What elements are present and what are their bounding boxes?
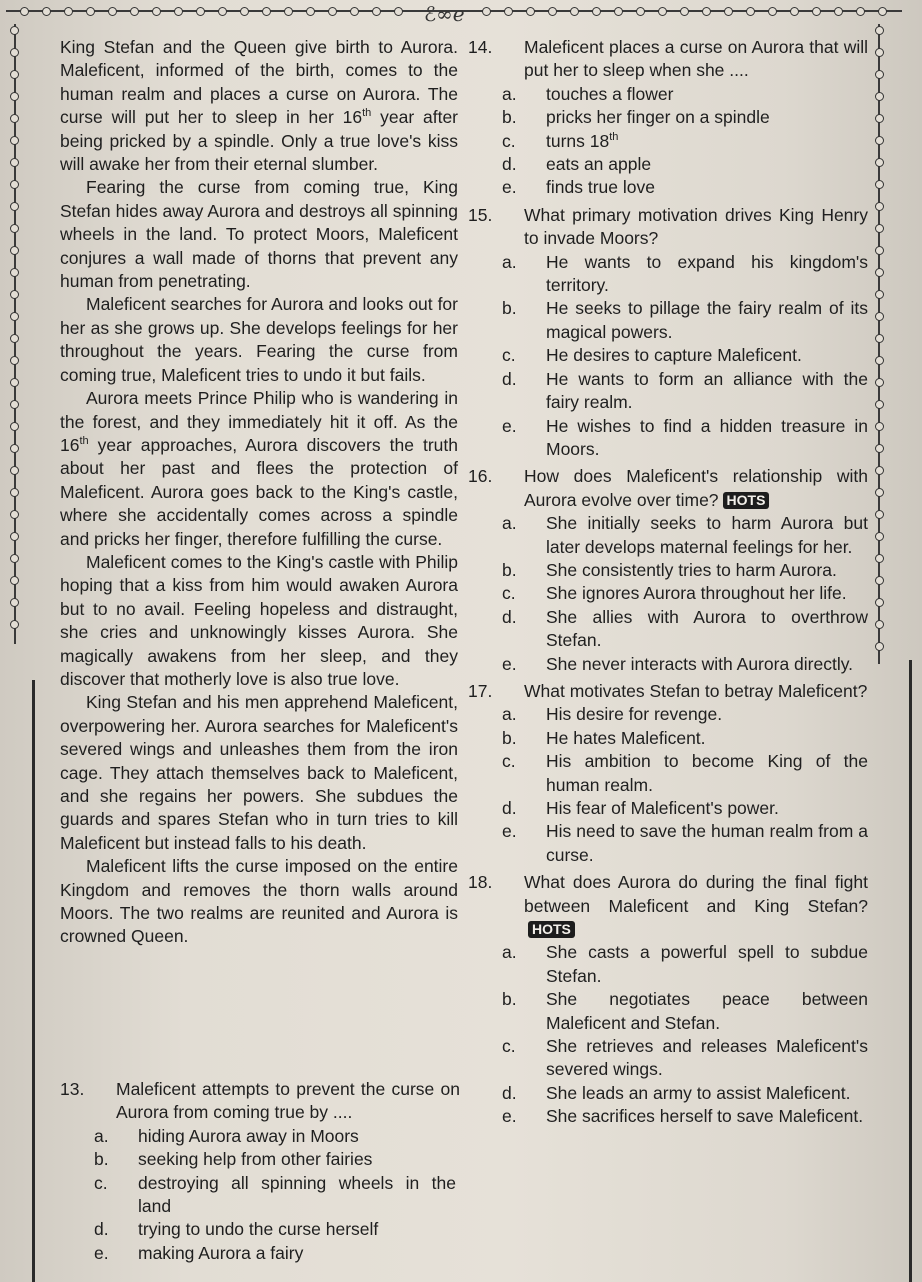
answer-option-b[interactable]: b. seeking help from other fairies xyxy=(94,1149,373,1170)
story-paragraph: Maleficent lifts the curse imposed on the entire Kingdom and removes the thorn walls around Moors. The two realms are reunited and Aurora is crowned Queen. xyxy=(60,856,458,947)
border-dot xyxy=(875,92,884,101)
border-dot xyxy=(790,7,799,16)
answer-option-d[interactable]: d. His fear of Maleficent's power. xyxy=(502,798,779,818)
border-dot xyxy=(10,444,19,453)
border-dot xyxy=(875,26,884,35)
border-dot xyxy=(218,7,227,16)
border-dot xyxy=(10,246,19,255)
answer-option-e[interactable]: e. His need to save the human realm from a curse. xyxy=(502,821,868,865)
answer-option-d[interactable]: d. She allies with Aurora to overthrow Stefan. xyxy=(502,606,868,651)
border-dot xyxy=(875,554,884,563)
border-dot xyxy=(724,7,733,16)
question-14 xyxy=(468,36,868,200)
border-dot xyxy=(875,642,884,651)
border-dot xyxy=(10,466,19,475)
answer-option-c[interactable]: c. She retrieves and releases Maleficent's severed wings. xyxy=(502,1036,868,1080)
border-dot xyxy=(10,114,19,123)
border-dot xyxy=(306,7,315,16)
border-dot xyxy=(10,400,19,409)
border-dot xyxy=(875,136,884,145)
answer-option-b[interactable]: b. She negotiates peace between Maleficent and Stefan. xyxy=(502,989,868,1033)
border-dot xyxy=(174,7,183,16)
border-dot xyxy=(875,312,884,321)
border-dot xyxy=(768,7,777,16)
answer-option-e[interactable]: e. He wishes to find a hidden treasure in Moors. xyxy=(502,415,868,459)
border-dot xyxy=(875,268,884,277)
question-number: 16. xyxy=(468,466,493,487)
border-dot xyxy=(875,620,884,629)
border-dot xyxy=(834,7,843,16)
question-stem: What motivates Stefan to betray Maleficent? xyxy=(524,680,868,701)
border-dot xyxy=(746,7,755,16)
answer-option-e[interactable]: e. making Aurora a fairy xyxy=(94,1242,304,1263)
border-dot xyxy=(10,202,19,211)
border-dot xyxy=(10,422,19,431)
border-dot xyxy=(10,356,19,365)
answer-option-d[interactable]: d. She leads an army to assist Maleficent. xyxy=(502,1082,851,1103)
question-17 xyxy=(468,680,868,867)
hots-badge: HOTS xyxy=(723,492,770,509)
border-dot xyxy=(10,268,19,277)
answer-option-c[interactable]: c. She ignores Aurora throughout her life. xyxy=(502,583,847,604)
question-stem: Maleficent attempts to prevent the curse on Aurora from coming true by .... xyxy=(116,1079,460,1123)
border-dot xyxy=(875,444,884,453)
border-dot xyxy=(10,576,19,585)
border-dot xyxy=(636,7,645,16)
question-15 xyxy=(468,204,868,461)
border-dot xyxy=(86,7,95,16)
border-dot xyxy=(10,158,19,167)
border-dot xyxy=(10,180,19,189)
border-dot xyxy=(10,136,19,145)
border-dot xyxy=(10,598,19,607)
question-number: 15. xyxy=(468,204,493,225)
question-stem: Maleficent places a curse on Aurora that will put her to sleep when she .... xyxy=(524,37,868,81)
decorative-right-rule xyxy=(909,660,912,1282)
border-dot xyxy=(10,488,19,497)
border-dot xyxy=(482,7,491,16)
question-number: 17. xyxy=(468,680,493,701)
answer-option-a[interactable]: a. hiding Aurora away in Moors xyxy=(94,1125,359,1146)
answer-option-a[interactable]: a. touches a flower xyxy=(502,83,674,104)
border-dot xyxy=(875,422,884,431)
question-stem: How does Maleficent's relationship with Aurora evolve over time? HOTS xyxy=(524,466,868,510)
answer-option-c[interactable]: c. turns 18th xyxy=(502,130,619,151)
answer-option-b[interactable]: b. pricks her finger on a spindle xyxy=(502,107,770,128)
decorative-left-rule xyxy=(32,680,35,1282)
answer-option-c[interactable]: c. destroying all spinning wheels in the land xyxy=(94,1172,456,1217)
border-dot xyxy=(350,7,359,16)
border-dot xyxy=(10,334,19,343)
border-dot xyxy=(875,246,884,255)
border-dot xyxy=(504,7,513,16)
border-dot xyxy=(875,510,884,519)
border-dot xyxy=(875,70,884,79)
border-dot xyxy=(108,7,117,16)
answer-option-a[interactable]: a. He wants to expand his kingdom's territory. xyxy=(502,251,868,296)
border-dot xyxy=(875,334,884,343)
border-dot xyxy=(875,598,884,607)
border-dot xyxy=(875,532,884,541)
border-dot xyxy=(10,92,19,101)
story-text xyxy=(60,36,458,949)
border-dot xyxy=(875,290,884,299)
border-dot xyxy=(875,488,884,497)
border-dot xyxy=(130,7,139,16)
border-dot xyxy=(240,7,249,16)
border-dot xyxy=(10,26,19,35)
question-stem: What does Aurora do during the final fight between Maleficent and King Stefan? HOTS xyxy=(524,872,868,938)
answer-option-e[interactable]: e. She sacrifices herself to save Maleficent. xyxy=(502,1106,864,1127)
border-dot xyxy=(10,532,19,541)
border-dot xyxy=(875,48,884,57)
border-dot xyxy=(10,510,19,519)
border-dot xyxy=(875,114,884,123)
answer-option-b[interactable]: b. He seeks to pillage the fairy realm of its magical powers. xyxy=(502,298,868,342)
border-dot xyxy=(570,7,579,16)
border-dot xyxy=(812,7,821,16)
border-dot xyxy=(875,576,884,585)
border-dot xyxy=(42,7,51,16)
story-paragraph: Fearing the curse from coming true, King Stefan hides away Aurora and destroys all spinning wheels in the land. To protect Moors, Maleficent conjures a wall made of thorns that prevent any human from penetrating. xyxy=(60,177,458,292)
answer-option-e[interactable]: e. finds true love xyxy=(502,177,655,198)
question-18 xyxy=(468,871,868,1128)
border-dot xyxy=(658,7,667,16)
question-16 xyxy=(468,465,868,676)
border-dot xyxy=(10,70,19,79)
border-dot xyxy=(680,7,689,16)
answer-option-a[interactable]: a. She casts a powerful spell to subdue Stefan. xyxy=(502,942,868,986)
border-dot xyxy=(10,620,19,629)
border-dot xyxy=(64,7,73,16)
answer-option-d[interactable]: d. eats an apple xyxy=(502,154,652,175)
story-paragraph: Maleficent searches for Aurora and looks out for her as she grows up. She develops feelings for her throughout the years. Fearing the curse from coming true, Maleficent tries to undo it but fails. xyxy=(60,294,458,385)
answer-option-a[interactable]: a. She initially seeks to harm Aurora but later develops maternal feelings for her. xyxy=(502,513,868,557)
border-dot xyxy=(875,378,884,387)
border-dot xyxy=(878,7,887,16)
border-dot xyxy=(20,7,29,16)
answer-option-d[interactable]: d. He wants to form an alliance with the fairy realm. xyxy=(502,368,868,413)
question-stem: What primary motivation drives King Henry to invade Moors? xyxy=(524,204,868,249)
story-paragraph: King Stefan and the Queen give birth to Aurora. Maleficent, informed of the birth, comes to the human realm and places a curse on Aurora. The curse will put her to sleep in her 16th year after being pricked by a spindle. Only a true love's kiss will awake her from their eternal slumber. xyxy=(60,37,458,175)
border-dot xyxy=(614,7,623,16)
border-dot xyxy=(372,7,381,16)
border-dot xyxy=(10,312,19,321)
question-number: 14. xyxy=(468,37,493,57)
border-dot xyxy=(10,48,19,57)
story-paragraph: King Stefan and his men apprehend Maleficent, overpowering her. Aurora searches for Maleficent's severed wings and unleashes them from the iron cage. They attach themselves back to Maleficent, and she regains her powers. She subdues the guards and spares Stefan who in turn tries to kill Maleficent but instead falls to his death. xyxy=(60,692,458,853)
border-dot xyxy=(702,7,711,16)
border-dot xyxy=(10,290,19,299)
border-dot xyxy=(10,224,19,233)
answer-option-e[interactable]: e. She never interacts with Aurora directly. xyxy=(502,653,854,674)
border-dot xyxy=(875,400,884,409)
border-dot xyxy=(10,378,19,387)
border-dot xyxy=(394,7,403,16)
answer-option-c[interactable]: c. His ambition to become King of the human realm. xyxy=(502,751,868,795)
border-dot xyxy=(875,224,884,233)
questions-right-column xyxy=(468,36,868,1129)
border-dot xyxy=(875,158,884,167)
border-dot xyxy=(875,466,884,475)
answer-option-d[interactable]: d. trying to undo the curse herself xyxy=(94,1219,379,1240)
border-dot xyxy=(262,7,271,16)
answer-option-b[interactable]: b. She consistently tries to harm Aurora. xyxy=(502,559,837,580)
border-dot xyxy=(152,7,161,16)
question-number: 13. xyxy=(60,1079,85,1099)
answer-option-b[interactable]: b. He hates Maleficent. xyxy=(502,727,706,748)
border-dot xyxy=(856,7,865,16)
border-dot xyxy=(196,7,205,16)
story-paragraph: Aurora meets Prince Philip who is wandering in the forest, and they immediately hit it off. As the 16th year approaches, Aurora discovers the truth about her past and flees the protection of Maleficent. Aurora goes back to the King's castle, where she accidentally comes across a spindle and pricks her finger, therefore fulfilling the curse. xyxy=(60,388,458,549)
decorative-swirl-icon: ℰ∞ℯ xyxy=(424,2,465,26)
border-dot xyxy=(875,202,884,211)
hots-badge: HOTS xyxy=(528,921,575,938)
story-paragraph: Maleficent comes to the King's castle with Philip hoping that a kiss from him would awaken Aurora but to no avail. Feeling hopeless and distraught, she cries and unknowingly kisses Aurora. She magically awakens from her sleep, and they discover that motherly love is also true love. xyxy=(60,551,458,689)
border-dot xyxy=(875,356,884,365)
border-dot xyxy=(328,7,337,16)
border-dot xyxy=(10,554,19,563)
border-dot xyxy=(592,7,601,16)
question-13 xyxy=(60,1078,460,1265)
question-number: 18. xyxy=(468,872,493,893)
answer-option-a[interactable]: a. His desire for revenge. xyxy=(502,704,723,725)
border-dot xyxy=(526,7,535,16)
border-dot xyxy=(284,7,293,16)
border-dot xyxy=(875,180,884,189)
answer-option-c[interactable]: c. He desires to capture Maleficent. xyxy=(502,345,802,366)
border-dot xyxy=(548,7,557,16)
